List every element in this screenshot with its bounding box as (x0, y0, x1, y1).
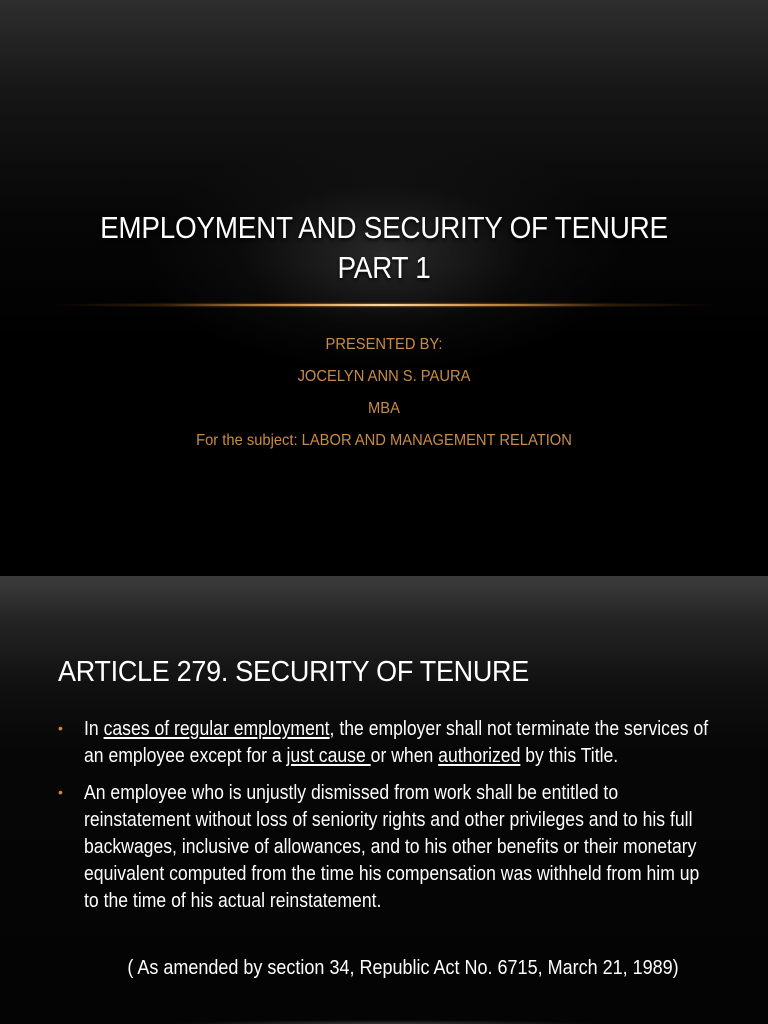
bullet1-text-b: , the employer shall not terminate the services of an employee except for a (84, 718, 709, 767)
article-title: ARTICLE 279. SECURITY OF TENURE (58, 656, 529, 688)
just-cause-term: just cause (286, 745, 371, 767)
regular-employment-term: cases of regular employment (103, 718, 330, 740)
subject-line: For the subject: LABOR AND MANAGEMENT RELATION (196, 432, 572, 449)
bullet-text-2: An employee who is unjustly dismissed from work shall be entitled to reinstatement without loss of seniority rights and other privileges and to his full backwages, inclusive of allowances, and to his other benefits or their monetary equivalent computed from the time his compensation was withheld from him up to the time of his actual reinstatement. (84, 782, 700, 912)
list-item (58, 780, 748, 915)
bullet1-text-a: In (84, 718, 104, 740)
bullet1-text-c: or when (370, 745, 439, 767)
title-divider-line (164, 304, 604, 306)
slide-title (74, 208, 693, 288)
list-item (58, 716, 748, 770)
bullet-dot-icon: • (58, 720, 63, 736)
bottom-glow (170, 1016, 598, 1024)
amendment-note: ( As amended by section 34, Republic Act No. 6715, March 21, 1989) (127, 957, 679, 979)
presenter-name: JOCELYN ANN S. PAURA (297, 368, 471, 385)
bullet-dot-icon: • (58, 784, 63, 800)
title-line-2: PART 1 (337, 250, 431, 285)
title-line-1: EMPLOYMENT AND SECURITY OF TENURE (100, 210, 668, 245)
bullet-text-1 (84, 716, 718, 770)
bullet1-text-d: by this Title. (520, 745, 619, 767)
presenter-info (68, 329, 701, 457)
content-slide (0, 576, 768, 1024)
authorized-term: authorized (438, 745, 521, 767)
presented-by-label: PRESENTED BY: (325, 336, 443, 353)
bullet-list (58, 716, 748, 925)
presenter-degree: MBA (368, 400, 400, 417)
